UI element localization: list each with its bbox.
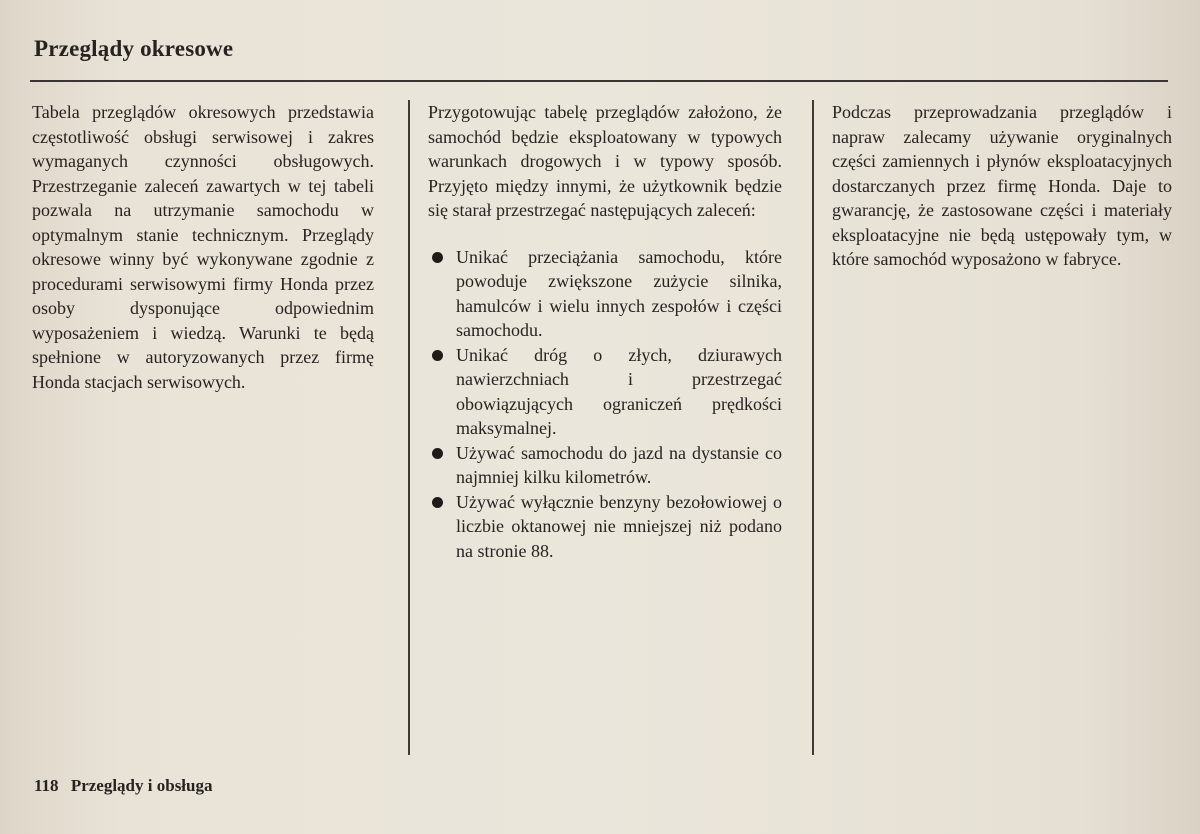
title-rule (30, 80, 1168, 82)
list-item (428, 490, 782, 564)
list-item (428, 441, 782, 490)
list-item (428, 245, 782, 343)
page-footer (34, 776, 212, 796)
column-3-text: Podczas przeprowadzania przeglądów i napraw zalecamy używanie oryginalnych części zamiennych i płynów eksploatacyjnych dostarczanych przez firmę Honda. Daje to gwarancję, że zastosowane części i materiały eksploatacyjne nie będą ustępowały tym, w które samochód wyposażono w fabryce. (832, 102, 1172, 269)
column-divider-2 (812, 100, 814, 755)
bullet-icon (432, 448, 443, 459)
column-divider-1 (408, 100, 410, 755)
column-2-intro: Przygotowując tabelę przeglądów założono, że samochód będzie eksploatowany w typowych warunkach drogowych i w typowy sposób. Przyjęto między innymi, że użytkownik będzie się starał przestrzegać następujących zaleceń: (428, 102, 782, 220)
list-item (428, 343, 782, 441)
footer-section-title: Przeglądy i obsługa (70, 776, 213, 795)
column-1-text: Tabela przeglądów okresowych przedstawia częstotliwość obsługi serwisowej i zakres wymaganych czynności obsługowych. Przestrzeganie zaleceń zawartych w tej tabeli pozwala na utrzymanie samochodu w optymalnym stanie technicznym. Przeglądy okresowe winny być wykonywane zgodnie z procedurami serwisowymi firmy Honda przez osoby dysponujące odpowiednim wyposażeniem i wiedzą. Warunki te będą spełnione w autoryzowanych przez firmę Honda stacjach serwisowych. (32, 102, 374, 392)
bullet-icon (432, 252, 443, 263)
list-item-text: Używać wyłącznie benzyny bezołowiowej o liczbie oktanowej nie mniejszej niż podano na stronie 88. (456, 491, 782, 561)
page-number: 118 (34, 776, 59, 795)
bullet-icon (432, 350, 443, 361)
column-2 (428, 100, 782, 563)
recommendations-list (428, 245, 782, 564)
list-item-text: Używać samochodu do jazd na dystansie co najmniej kilku kilometrów. (456, 442, 782, 487)
bullet-icon (432, 497, 443, 508)
list-item-text: Unikać dróg o złych, dziurawych nawierzchniach i przestrzegać obowiązujących ograniczeń prędkości maksymalnej. (456, 344, 782, 438)
section-title: Przeglądy okresowe (34, 36, 234, 61)
list-item-text: Unikać przeciążania samochodu, które powoduje zwiększone zużycie silnika, hamulców i wielu innych zespołów i części samochodu. (456, 246, 782, 340)
